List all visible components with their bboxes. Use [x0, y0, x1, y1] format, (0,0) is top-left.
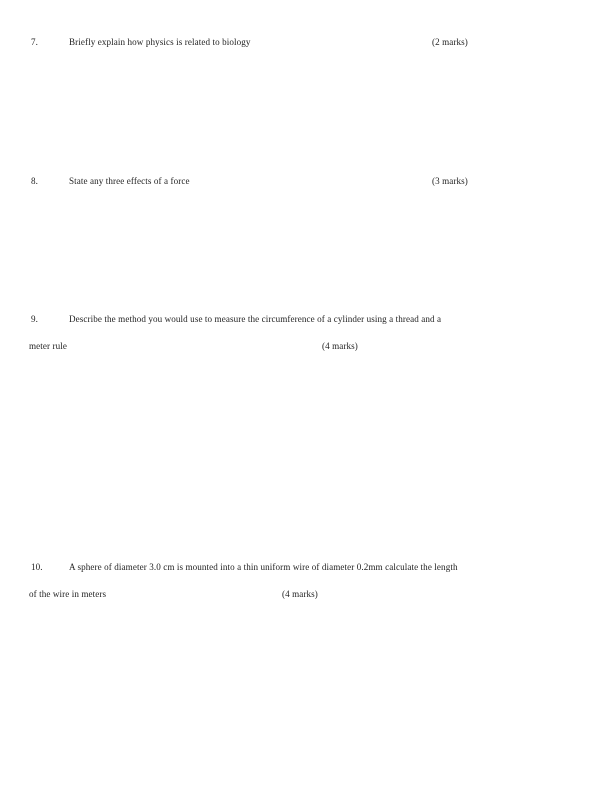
marks-label: (4 marks) [322, 341, 358, 351]
question-line [0, 36, 612, 49]
question-number: 9. [31, 314, 39, 324]
marks-label: (4 marks) [282, 589, 318, 599]
question-text: meter rule [29, 341, 68, 351]
question-line [0, 313, 612, 326]
question-number: 7. [31, 37, 39, 47]
question-item [0, 561, 612, 601]
question-number: 8. [31, 176, 39, 186]
question-item [0, 36, 612, 49]
question-item [0, 175, 612, 188]
question-text: Describe the method you would use to measure the circumference of a cylinder using a thread and a [69, 314, 442, 324]
question-text: Briefly explain how physics is related to biology [69, 37, 251, 47]
question-line [0, 561, 612, 574]
question-line [0, 175, 612, 188]
marks-label: (3 marks) [432, 176, 468, 186]
question-line-continuation [0, 340, 612, 353]
question-text: State any three effects of a force [69, 176, 190, 186]
marks-label: (2 marks) [432, 37, 468, 47]
question-item [0, 313, 612, 353]
question-text: A sphere of diameter 3.0 cm is mounted into a thin uniform wire of diameter 0.2mm calculate the length [69, 562, 458, 572]
question-line-continuation [0, 588, 612, 601]
question-number: 10. [31, 562, 43, 572]
question-text: of the wire in meters [29, 589, 107, 599]
